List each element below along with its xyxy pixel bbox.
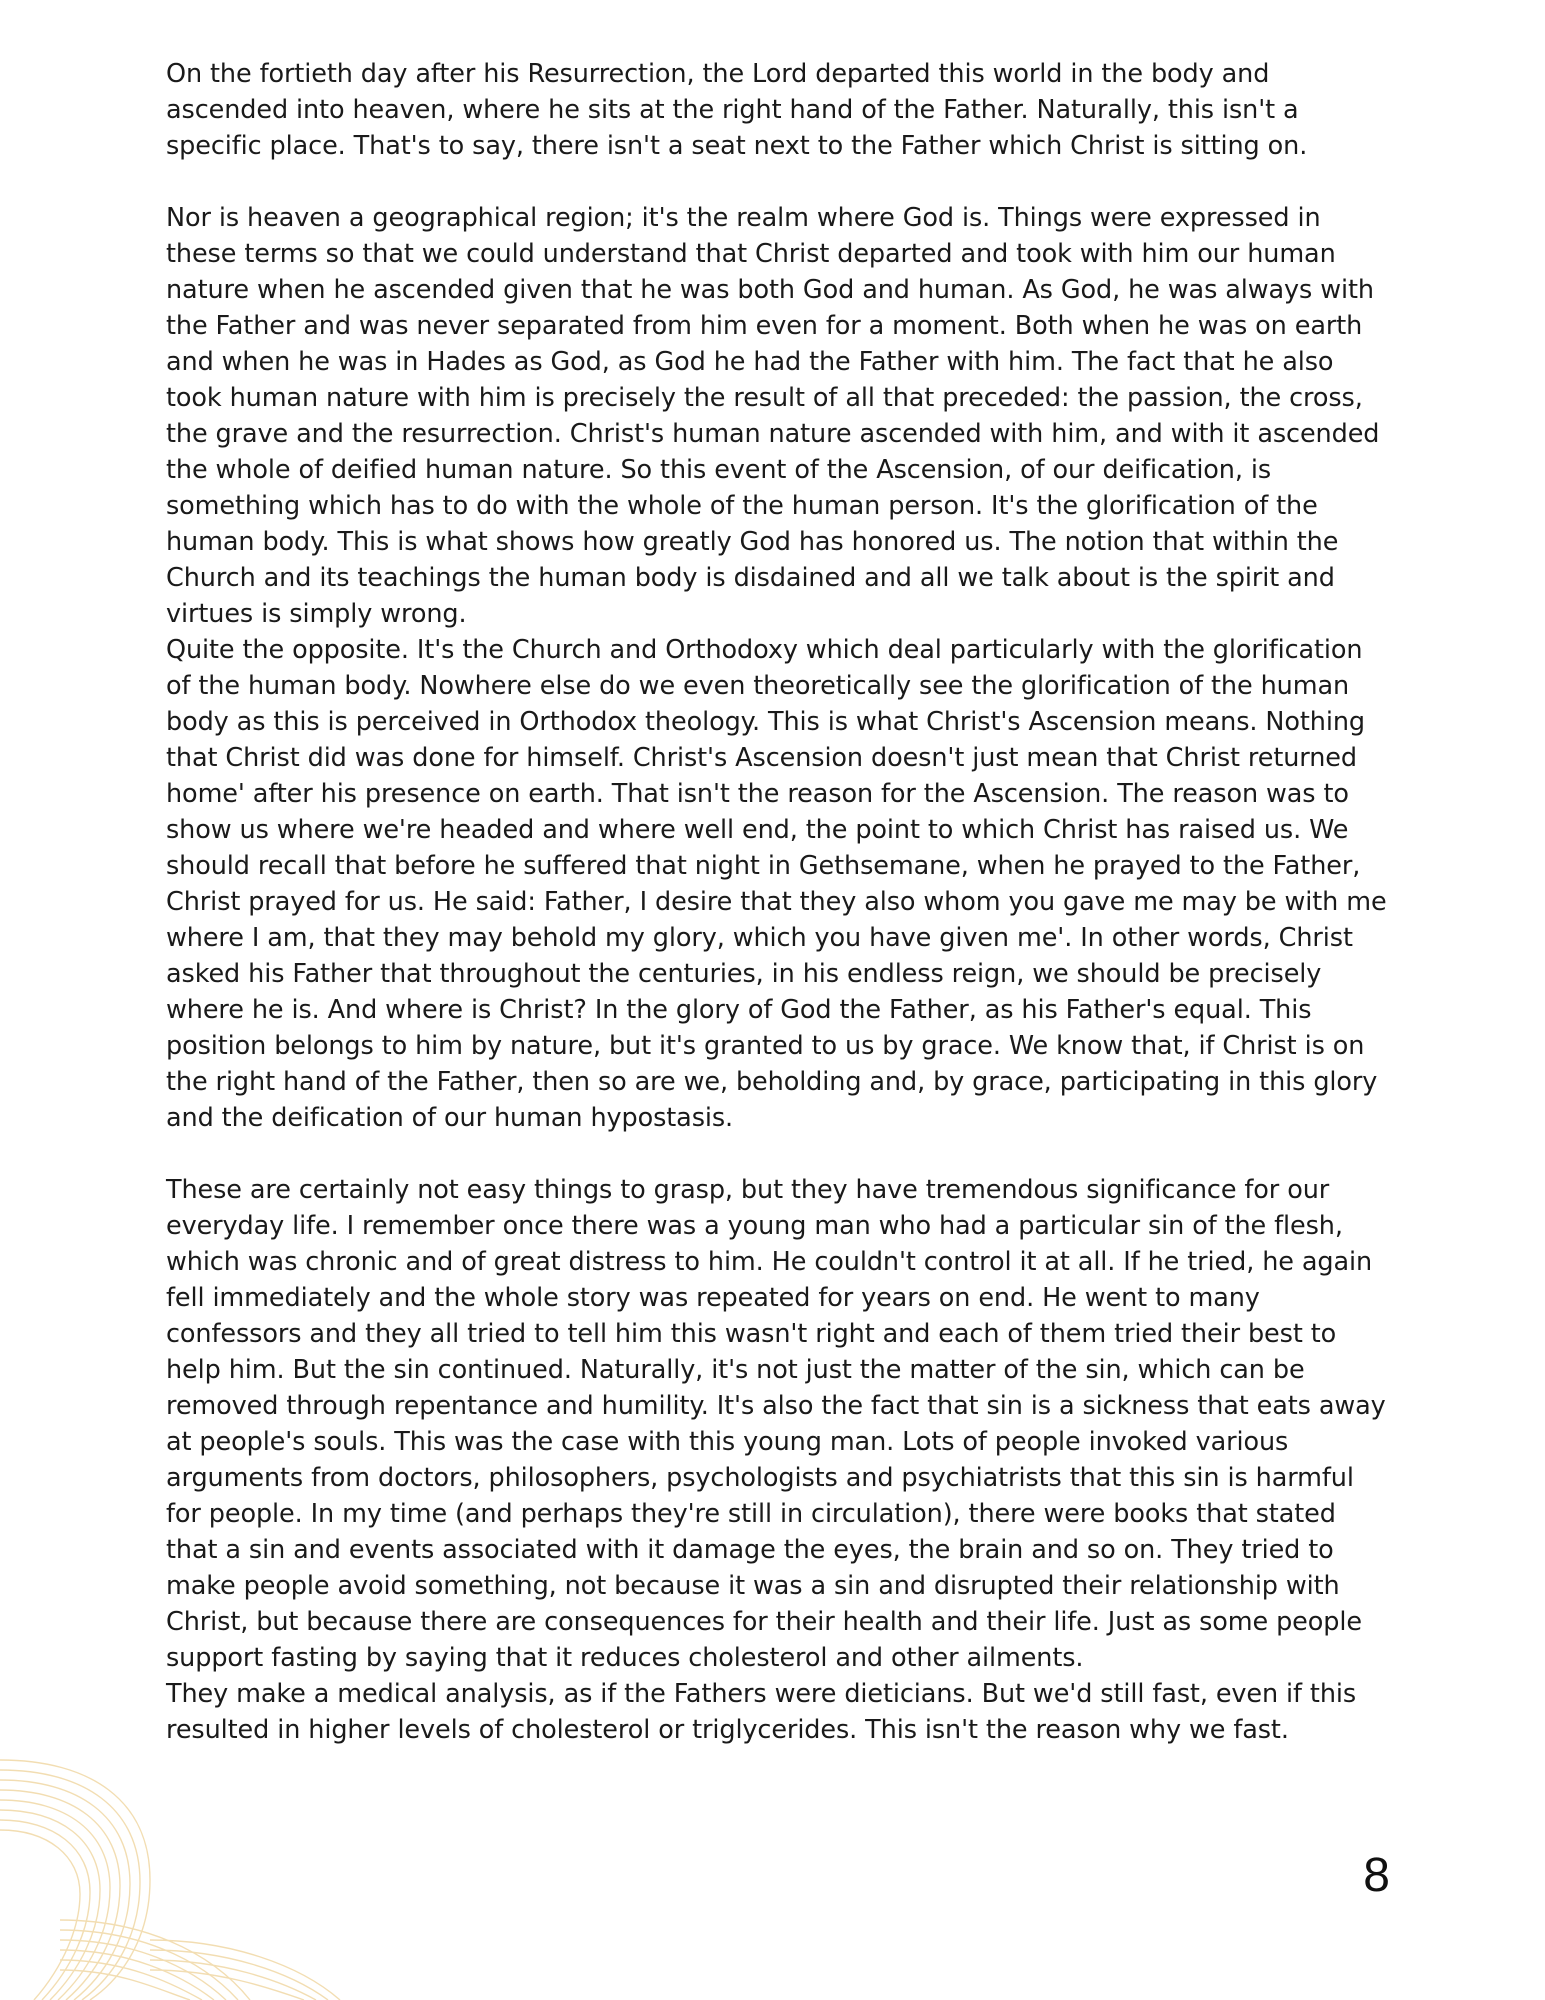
body-text	[166, 56, 1388, 1748]
paragraph-spacer	[166, 164, 1388, 200]
paragraph-1: On the fortieth day after his Resurrection, the Lord departed this world in the body and ascended into heaven, where he sits at the right hand of the Father. Naturally, this isn't a specific place. That's to say, there isn't a seat next to the Father which Christ is sitting on.	[166, 59, 1308, 161]
paragraph-3: Quite the opposite. It's the Church and Orthodoxy which deal particularly with the glorification of the human body. Nowhere else do we even theoretically see the glorification of the human body as this is perceived in Orthodox theology. This is what Christ's Ascension means. Nothing that Christ did was done for himself. Christ's Ascension doesn't just mean that Christ returned home' after his presence on earth. That isn't the reason for the Ascension. The reason was to show us where we're headed and where well end, the point to which Christ has raised us. We should recall that before he suffered that night in Gethsemane, when he prayed to the Father, Christ prayed for us. He said: Father, I desire that they also whom you gave me may be with me where I am, that they may behold my glory, which you have given me'. In other words, Christ asked his Father that throughout the centuries, in his endless reign, we should be precisely where he is. And where is Christ? In the glory of God the Father, as his Father's equal. This position belongs to him by nature, but it's granted to us by grace. We know that, if Christ is on the right hand of the Father, then so are we, beholding and, by grace, participating in this glory and the deification of our human hypostasis.	[166, 635, 1387, 1133]
paragraph-4: These are certainly not easy things to grasp, but they have tremendous significance for our everyday life. I remember once there was a young man who had a particular sin of the flesh, which was chronic and of great distress to him. He couldn't control it at all. If he tried, he again fell immediately and the whole story was repeated for years on end. He went to many confessors and they all tried to tell him this wasn't right and each of them tried their best to help him. But the sin continued. Naturally, it's not just the matter of the sin, which can be removed through repentance and humility. It's also the fact that sin is a sickness that eats away at people's souls. This was the case with this young man. Lots of people invoked various arguments from doctors, philosophers, psychologists and psychiatrists that this sin is harmful for people. In my time (and perhaps they're still in circulation), there were books that stated that a sin and events associated with it damage the eyes, the brain and so on. They tried to make people avoid something, not because it was a sin and disrupted their relationship with Christ, but because there are consequences for their health and their life. Just as some people support fasting by saying that it reduces cholesterol and other ailments.	[166, 1175, 1386, 1673]
paragraph-2: Nor is heaven a geographical region; it's the realm where God is. Things were expressed in these terms so that we could understand that Christ departed and took with him our human nature when he ascended given that he was both God and human. As God, he was always with the Father and was never separated from him even for a moment. Both when he was on earth and when he was in Hades as God, as God he had the Father with him. The fact that he also took human nature with him is precisely the result of all that preceded: the passion, the cross, the grave and the resurrection. Christ's human nature ascended with him, and with it ascended the whole of deified human nature. So this event of the Ascension, of our deification, is something which has to do with the whole of the human person. It's the glorification of the human body. This is what shows how greatly God has honored us. The notion that within the Church and its teachings the human body is disdained and all we talk about is the spirit and virtues is simply wrong.	[166, 203, 1380, 629]
paragraph-spacer	[166, 1136, 1388, 1172]
corner-wave-decoration	[0, 1740, 360, 2000]
paragraph-5: They make a medical analysis, as if the Fathers were dieticians. But we'd still fast, even if this resulted in higher levels of cholesterol or triglycerides. This isn't the reason why we fast.	[166, 1679, 1357, 1745]
page-number: 8	[1363, 1849, 1390, 1902]
